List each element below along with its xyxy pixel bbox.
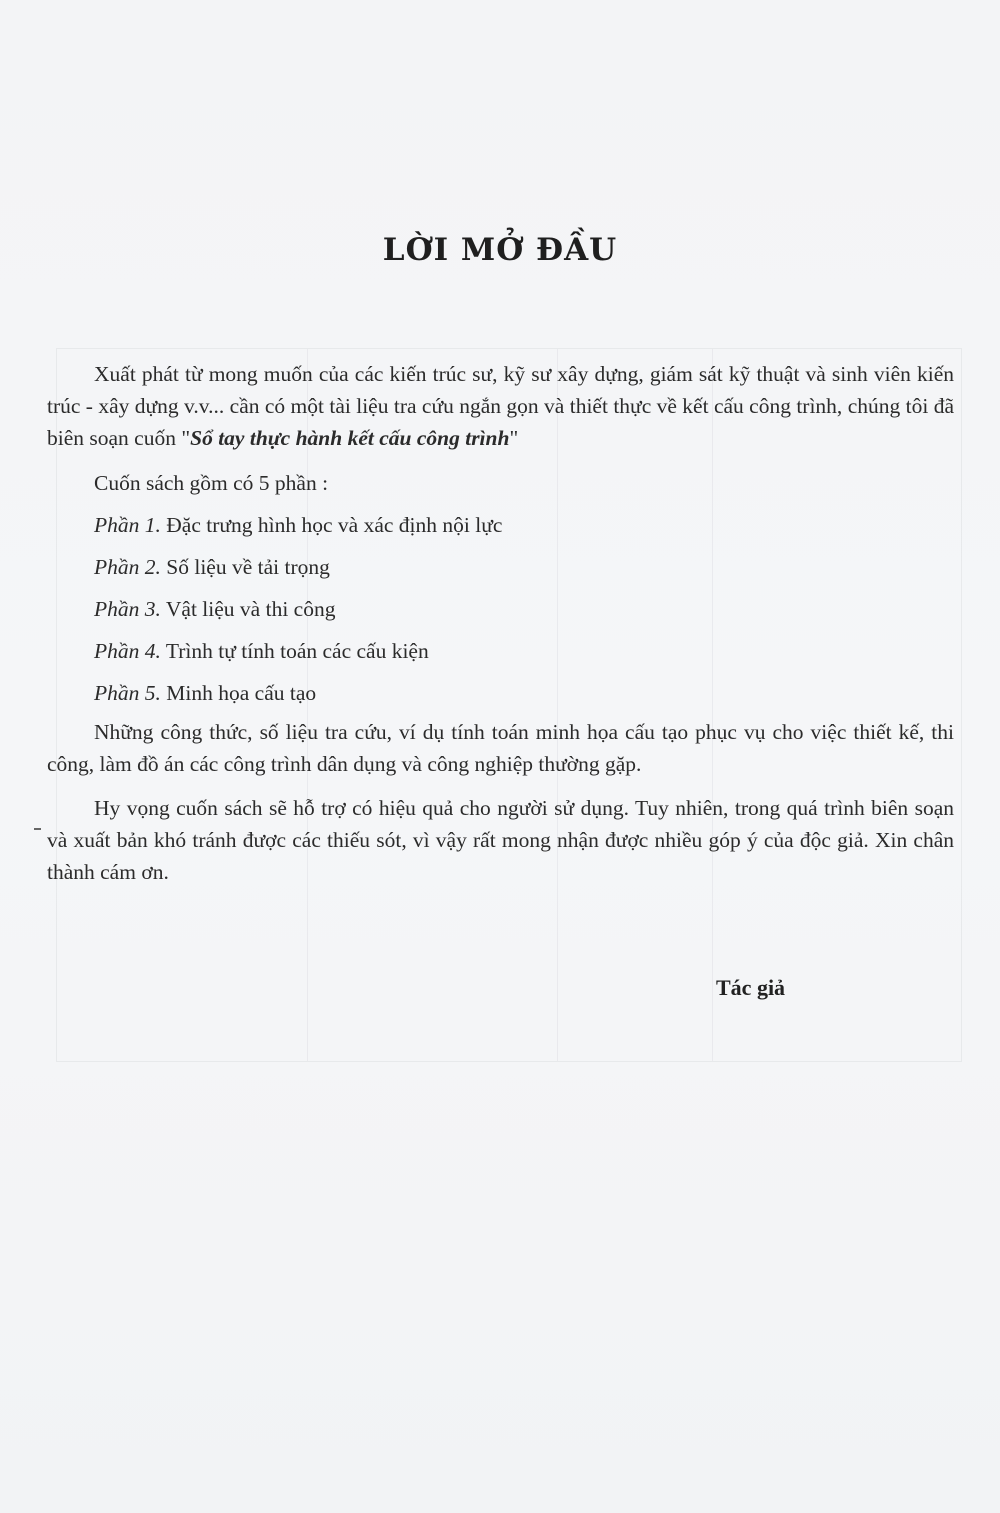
page-title: LỜI MỞ ĐẦU <box>382 232 618 268</box>
part-item <box>47 588 954 630</box>
part-text: Vật liệu và thi công <box>165 597 336 621</box>
intro-paragraph <box>47 358 954 454</box>
part-item <box>47 672 954 714</box>
intro-text-after: " <box>509 426 519 450</box>
intro-text-before: Xuất phát từ mong muốn của các kiến trúc sư, kỹ sư xây dựng, giám sát kỹ thuật và sinh viên kiến trúc - xây dựng v.v... cần có một tài liệu tra cứu ngắn gọn và thiết thực về kết cấu công trình, chúng tôi đã biên soạn cuốn " <box>47 362 954 450</box>
part-label: Phần 3. <box>94 597 161 621</box>
part-label: Phần 2. <box>94 555 161 579</box>
parts-intro: Cuốn sách gồm có 5 phần : <box>94 471 329 495</box>
part-text: Minh họa cấu tạo <box>166 681 317 705</box>
part-label: Phần 5. <box>94 681 161 705</box>
part-label: Phần 1. <box>94 513 161 537</box>
margin-mark <box>34 828 41 830</box>
part-label: Phần 4. <box>94 639 161 663</box>
book-title: Sổ tay thực hành kết cấu công trình <box>190 426 510 450</box>
part-item <box>47 504 954 546</box>
body-text <box>47 358 954 888</box>
part-text: Đặc trưng hình học và xác định nội lực <box>166 513 503 537</box>
part-item <box>47 546 954 588</box>
part-item <box>47 630 954 672</box>
part-text: Số liệu về tải trọng <box>166 555 330 579</box>
author-signature: Tác giả <box>716 975 786 1000</box>
paragraph-closing: Hy vọng cuốn sách sẽ hỗ trợ có hiệu quả cho người sử dụng. Tuy nhiên, trong quá trình biên soạn và xuất bản khó tránh được các thiếu sót, vì vậy rất mong nhận được nhiều góp ý của độc giả. Xin chân thành cám ơn. <box>47 796 954 884</box>
part-text: Trình tự tính toán các cấu kiện <box>165 639 429 663</box>
paragraph-usage: Những công thức, số liệu tra cứu, ví dụ tính toán minh họa cấu tạo phục vụ cho việc thiết kế, thi công, làm đồ án các công trình dân dụng và công nghiệp thường gặp. <box>47 720 954 776</box>
